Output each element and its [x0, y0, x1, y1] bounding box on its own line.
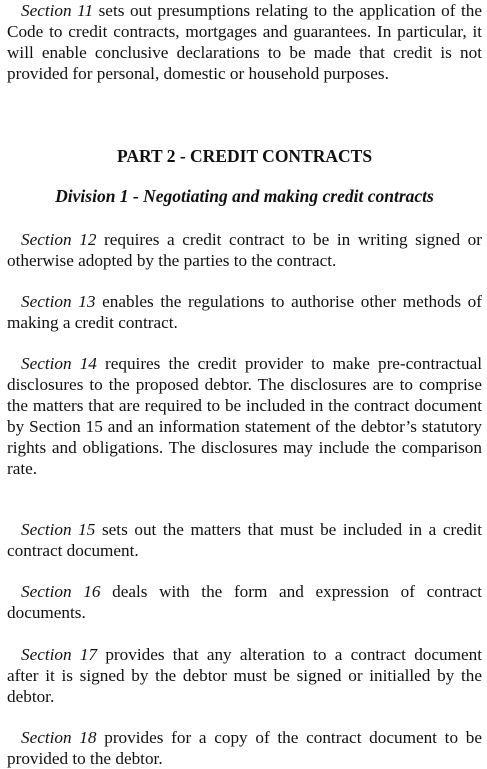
paragraph-text: requires the credit provider to make pre-contractual disclosures to the proposed debtor. The disclosures are to comprise the matters that are required to be included in the contract document by Section 15 and an information statement of the debtor’s statutory rights and obligations. The disclosures may include the comparison rate. — [7, 354, 482, 478]
paragraph-text: provides that any alteration to a contract document after it is signed by the debtor must be signed or initialled by the debtor. — [7, 645, 482, 706]
paragraph-text: requires a credit contract to be in writing signed or otherwise adopted by the parties to the contract. — [7, 230, 483, 270]
division-heading: Division 1 - Negotiating and making credit contracts — [55, 186, 434, 206]
paragraph-text: provides for a copy of the contract document to be provided to the debtor. — [7, 728, 482, 768]
paragraph-section-16 — [7, 581, 482, 623]
paragraph-section-17 — [7, 644, 482, 707]
paragraph-section-11 — [7, 0, 482, 84]
paragraph-text: sets out presumptions relating to the application of the Code to credit contracts, mortgages and guarantees. In particular, it will enable conclusive declarations to be made that credit is not provided for personal, domestic or household purposes. — [7, 1, 482, 83]
paragraph-section-15 — [7, 519, 482, 561]
paragraph-section-14 — [7, 353, 482, 479]
paragraph-section-12 — [7, 229, 482, 271]
paragraph-text: enables the regulations to authorise other methods of making a credit contract. — [7, 292, 482, 332]
part-heading: PART 2 - CREDIT CONTRACTS — [116, 146, 373, 166]
section-ref: Section 18 — [21, 728, 97, 747]
paragraph-text: sets out the matters that must be included in a credit contract document. — [7, 520, 482, 560]
paragraph-text: deals with the form and expression of contract documents. — [7, 582, 482, 622]
section-ref: Section 14 — [21, 354, 97, 373]
section-ref: Section 11 — [21, 1, 94, 20]
section-ref: Section 12 — [21, 230, 97, 249]
section-ref: Section 16 — [21, 582, 101, 601]
paragraph-section-13 — [7, 291, 482, 333]
section-ref: Section 13 — [21, 292, 96, 311]
section-ref: Section 15 — [21, 520, 96, 539]
section-ref: Section 17 — [21, 645, 98, 664]
paragraph-section-18 — [7, 727, 482, 769]
